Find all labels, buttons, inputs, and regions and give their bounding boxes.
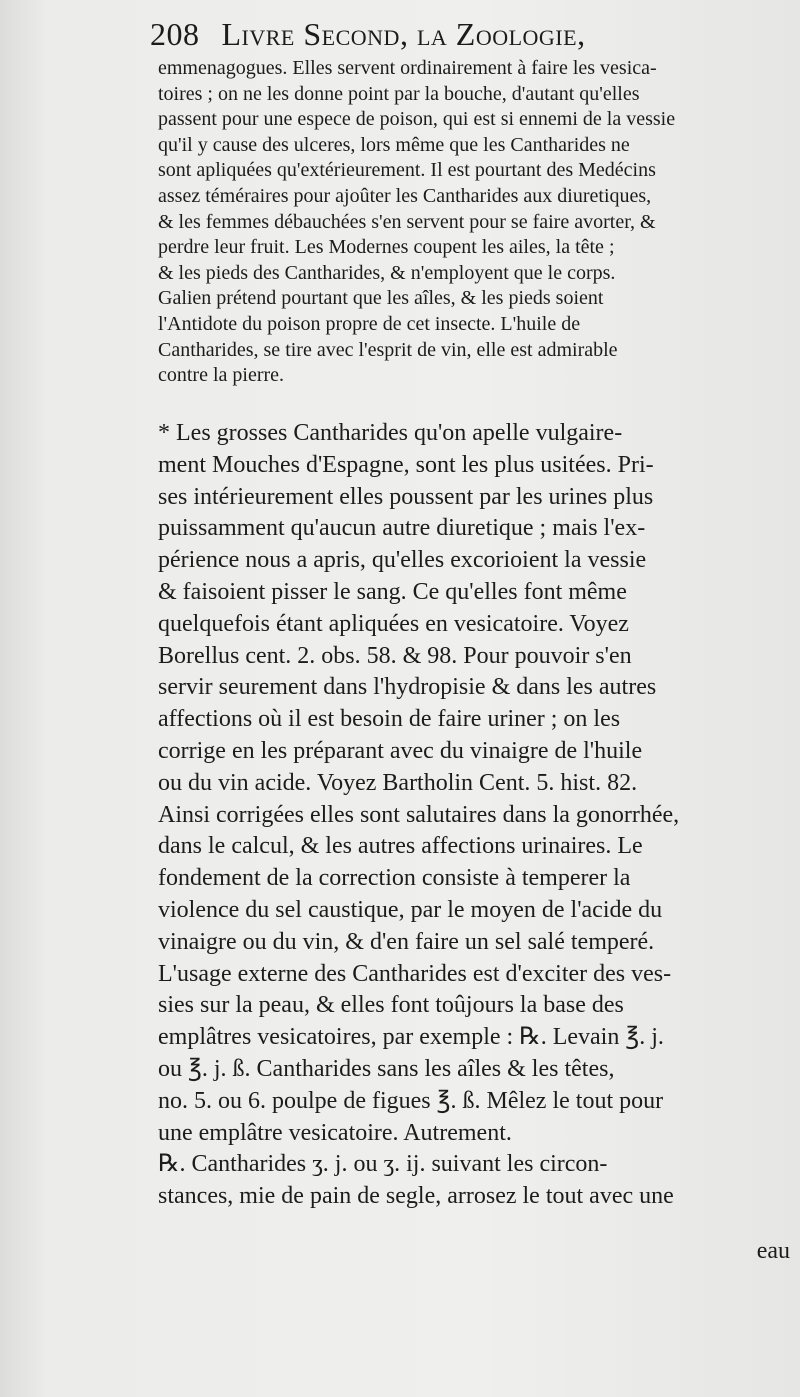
- text-line: & faisoient pisser le sang. Ce qu'elles font même: [158, 578, 627, 605]
- text-line: ou du vin acide. Voyez Bartholin Cent. 5. hist. 82.: [158, 769, 638, 796]
- text-line: emplâtres vesicatoires, par exemple : ℞. Levain ℥. j.: [158, 1024, 664, 1051]
- paragraph-1: [158, 56, 790, 389]
- text-line: sies sur la peau, & elles font toûjours la base des: [158, 992, 624, 1019]
- text-line: affections où il est besoin de faire uriner ; on les: [158, 706, 621, 733]
- text-line: une emplâtre vesicatoire. Autrement.: [158, 1119, 512, 1146]
- text-line: toires ; on ne les donne point par la bouche, d'autant qu'elles: [158, 82, 640, 105]
- text-line: qu'il y cause des ulceres, lors même que les Cantharides ne: [158, 133, 630, 156]
- running-title: Livre Second, la Zoologie,: [221, 16, 586, 52]
- text-line: l'Antidote du poison propre de cet insecte. L'huile de: [158, 312, 581, 335]
- text-line: puissamment qu'aucun autre diuretique ; mais l'ex-: [158, 515, 646, 542]
- text-line: ou ℥. j. ß. Cantharides sans les aîles & les têtes,: [158, 1055, 615, 1082]
- text-line: périence nous a apris, qu'elles excorioient la vessie: [158, 547, 647, 574]
- text-line: L'usage externe des Cantharides est d'exciter des ves-: [158, 960, 672, 987]
- text-line: stances, mie de pain de segle, arrosez le tout avec une: [158, 1183, 674, 1210]
- page-number: 208: [150, 16, 200, 52]
- text-line: vinaigre ou du vin, & d'en faire un sel salé temperé.: [158, 928, 655, 955]
- text-line: Borellus cent. 2. obs. 58. & 98. Pour pouvoir s'en: [158, 642, 632, 669]
- text-line: violence du sel caustique, par le moyen de l'acide du: [158, 896, 663, 923]
- text-line: fondement de la correction consiste à temperer la: [158, 865, 631, 892]
- text-line: sont apliquées qu'extérieurement. Il est pourtant des Medécins: [158, 159, 656, 182]
- text-line: Ainsi corrigées elles sont salutaires dans la gonorrhée,: [158, 801, 680, 828]
- text-line: no. 5. ou 6. poulpe de figues ℥. ß. Mêlez le tout pour: [158, 1087, 664, 1114]
- text-line: Cantharides, se tire avec l'esprit de vin, elle est admirable: [158, 338, 618, 361]
- text-line: ses intérieurement elles poussent par les urines plus: [158, 483, 654, 510]
- text-line: ℞. Cantharides ʒ. j. ou ʒ. ij. suivant les circon-: [158, 1151, 608, 1178]
- catchword: eau: [756, 1238, 790, 1264]
- running-header: [150, 16, 790, 56]
- text-line: corrige en les préparant avec du vinaigre de l'huile: [158, 737, 643, 764]
- text-line: Galien prétend pourtant que les aîles, & les pieds soient: [158, 287, 604, 310]
- text-line: dans le calcul, & les autres affections urinaires. Le: [158, 833, 643, 860]
- text-line: quelquefois étant apliquées en vesicatoire. Voyez: [158, 610, 629, 637]
- text-line: perdre leur fruit. Les Modernes coupent les ailes, la tête ;: [158, 236, 615, 259]
- text-line: assez téméraires pour ajoûter les Cantharides aux diuretiques,: [158, 184, 652, 207]
- text-line: ment Mouches d'Espagne, sont les plus usitées. Pri-: [158, 451, 654, 478]
- text-line: * Les grosses Cantharides qu'on apelle vulgaire-: [158, 420, 623, 446]
- text-line: contre la pierre.: [158, 364, 285, 387]
- paragraph-2: [158, 418, 790, 1213]
- text-line: emmenagogues. Elles servent ordinairement à faire les vesica-: [158, 57, 657, 79]
- text-line: servir seurement dans l'hydropisie & dans les autres: [158, 674, 657, 701]
- text-line: & les femmes débauchées s'en servent pour se faire avorter, &: [158, 210, 656, 233]
- text-line: passent pour une espece de poison, qui est si ennemi de la vessie: [158, 108, 676, 131]
- text-line: & les pieds des Cantharides, & n'employent que le corps.: [158, 261, 616, 284]
